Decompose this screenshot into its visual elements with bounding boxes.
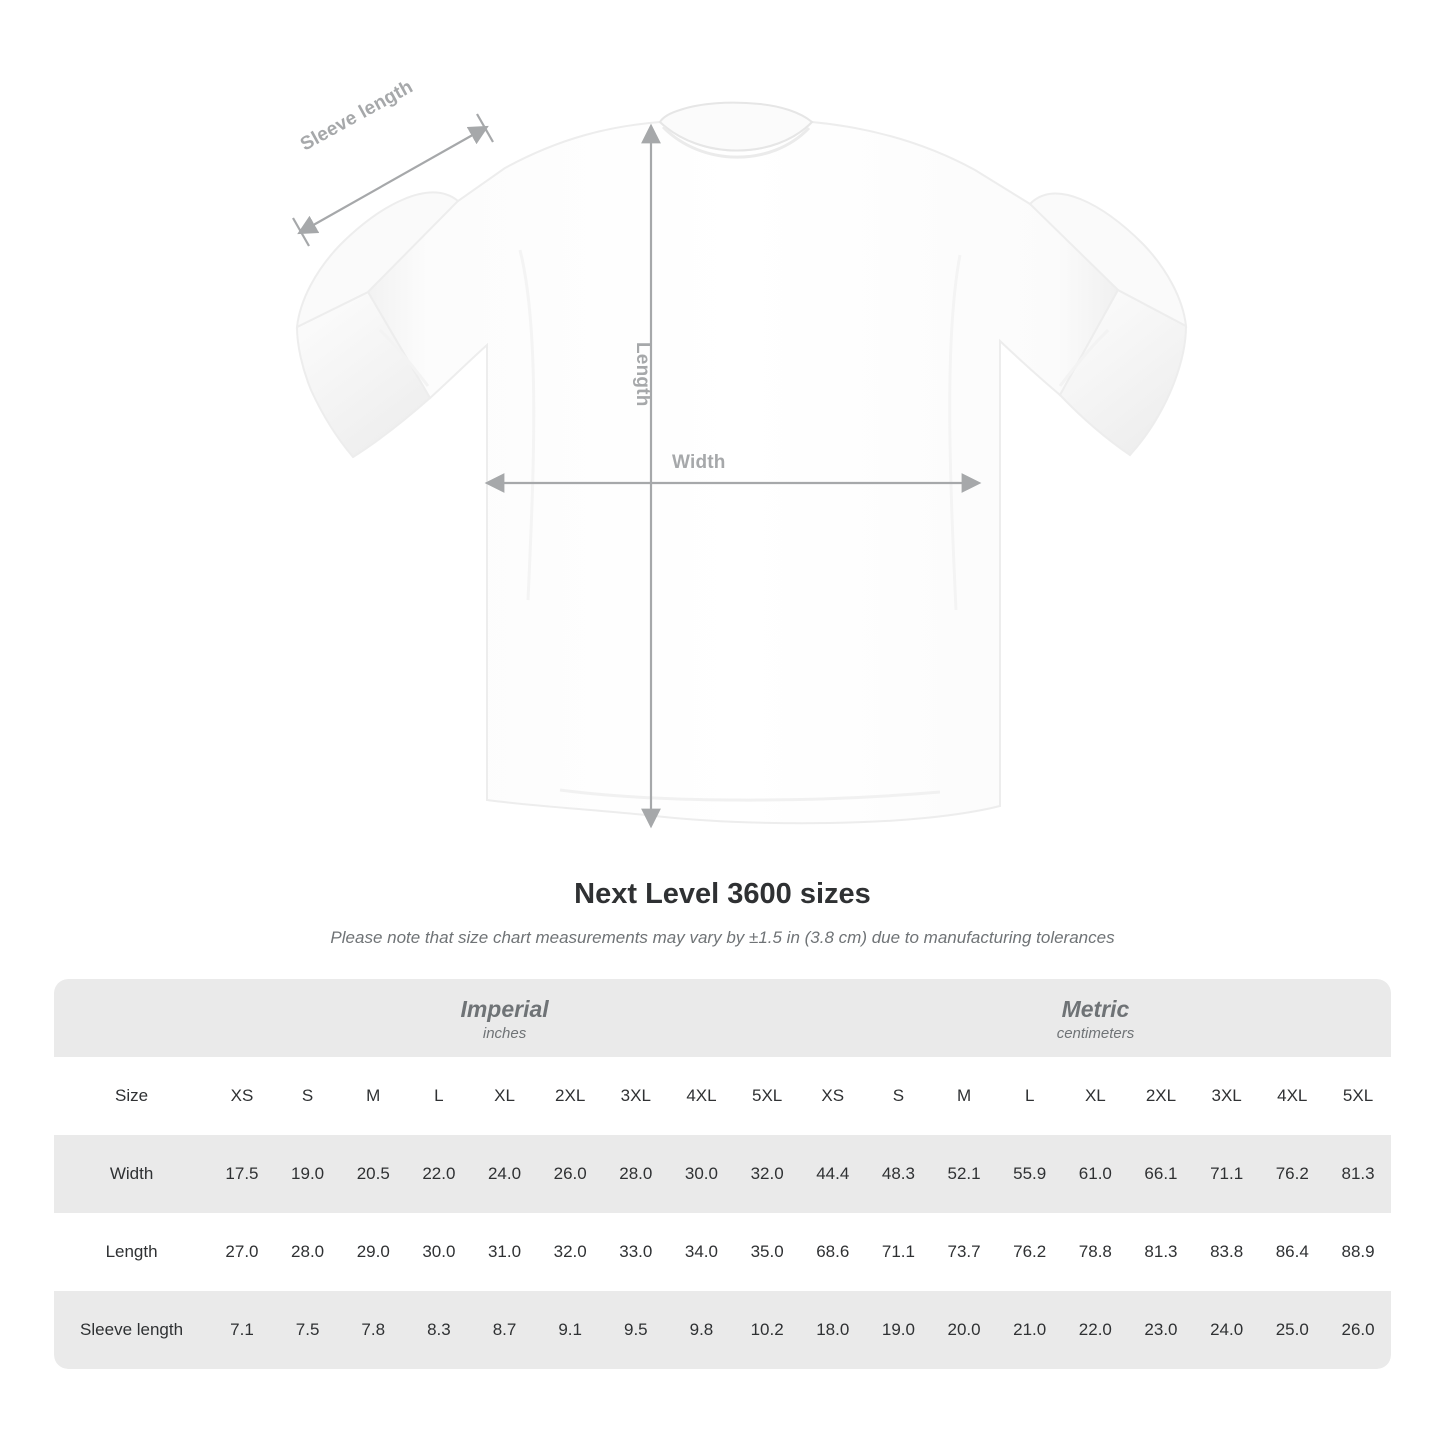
- cell-sleeve-imperial-l: 8.3: [427, 1320, 451, 1339]
- cell-length-metric-xl: 78.8: [1078, 1242, 1112, 1261]
- unit-group-imperial-unit: inches: [482, 1025, 527, 1043]
- unit-group-metric: [800, 979, 1391, 1057]
- cell-width-metric-xs: 44.4: [816, 1164, 850, 1183]
- cell-width-metric-s: 48.3: [881, 1164, 915, 1183]
- cell-sleeve-metric-xl: 22.0: [1078, 1320, 1112, 1339]
- unit-group-imperial-name: Imperial: [460, 995, 549, 1022]
- row-label-width: Width: [109, 1164, 154, 1183]
- cell-length-imperial-3xl: 33.0: [619, 1242, 653, 1261]
- size-header-label: Size: [115, 1086, 149, 1105]
- size-header-imperial-xl: XL: [494, 1086, 515, 1105]
- cell-width-metric-4xl: 76.2: [1275, 1164, 1309, 1183]
- cell-length-imperial-4xl: 34.0: [684, 1242, 718, 1261]
- cell-width-metric-m: 52.1: [947, 1164, 981, 1183]
- cell-width-metric-xl: 61.0: [1078, 1164, 1112, 1183]
- row-label-length: Length: [105, 1242, 158, 1261]
- size-header-imperial-l: L: [434, 1086, 444, 1105]
- cell-length-imperial-2xl: 32.0: [553, 1242, 587, 1261]
- size-header-metric-s: S: [892, 1086, 905, 1105]
- cell-width-imperial-xl: 24.0: [487, 1164, 522, 1183]
- page-title: Next Level 3600 sizes: [574, 878, 871, 910]
- cell-sleeve-metric-2xl: 23.0: [1144, 1320, 1178, 1339]
- cell-length-imperial-m: 29.0: [356, 1242, 390, 1261]
- unit-group-metric-unit: centimeters: [1056, 1025, 1135, 1043]
- cell-width-imperial-xs: 17.5: [225, 1164, 259, 1183]
- size-table: [54, 979, 1391, 1369]
- unit-group-metric-name: Metric: [1061, 995, 1130, 1022]
- cell-sleeve-metric-l: 21.0: [1013, 1320, 1047, 1339]
- width-label: Width: [672, 452, 726, 473]
- cell-width-imperial-m: 20.5: [356, 1164, 390, 1183]
- cell-sleeve-metric-m: 20.0: [947, 1320, 981, 1339]
- cell-width-imperial-2xl: 26.0: [553, 1164, 587, 1183]
- sleeve-length-label: Sleeve length: [297, 76, 417, 156]
- table-row: [54, 1291, 1391, 1369]
- row-label-sleeve-length: Sleeve length: [80, 1320, 184, 1339]
- cell-sleeve-imperial-2xl: 9.1: [558, 1320, 582, 1339]
- cell-width-imperial-l: 22.0: [422, 1164, 456, 1183]
- cell-width-imperial-5xl: 32.0: [750, 1164, 784, 1183]
- cell-width-metric-3xl: 71.1: [1210, 1164, 1244, 1183]
- size-header-imperial-m: M: [366, 1086, 381, 1105]
- cell-length-imperial-xl: 31.0: [487, 1242, 522, 1261]
- cell-sleeve-imperial-m: 7.8: [361, 1320, 386, 1339]
- cell-length-metric-m: 73.7: [947, 1242, 981, 1261]
- cell-length-metric-2xl: 81.3: [1144, 1242, 1178, 1261]
- unit-group-row: [54, 979, 1391, 1057]
- cell-length-metric-xs: 68.6: [816, 1242, 850, 1261]
- cell-length-imperial-xs: 27.0: [225, 1242, 259, 1261]
- cell-sleeve-metric-s: 19.0: [881, 1320, 915, 1339]
- size-header-metric-l: L: [1024, 1086, 1035, 1105]
- cell-sleeve-metric-xs: 18.0: [816, 1320, 850, 1339]
- cell-sleeve-imperial-5xl: 10.2: [750, 1320, 784, 1339]
- size-header-metric-xl: XL: [1084, 1086, 1106, 1105]
- cell-sleeve-metric-3xl: 24.0: [1210, 1320, 1244, 1339]
- cell-length-metric-3xl: 83.8: [1210, 1242, 1244, 1261]
- cell-length-metric-s: 71.1: [881, 1242, 915, 1261]
- cell-width-imperial-3xl: 28.0: [619, 1164, 653, 1183]
- cell-sleeve-imperial-3xl: 9.5: [623, 1320, 648, 1339]
- length-label: Length: [632, 342, 653, 407]
- table-row: [54, 1213, 1391, 1291]
- size-header-imperial-s: S: [301, 1086, 314, 1105]
- cell-width-imperial-s: 19.0: [291, 1164, 325, 1183]
- size-header-imperial-5xl: 5XL: [751, 1086, 783, 1105]
- cell-sleeve-imperial-xl: 8.7: [492, 1320, 517, 1339]
- size-header-metric-2xl: 2XL: [1145, 1086, 1177, 1105]
- size-header-metric-5xl: 5XL: [1342, 1086, 1374, 1105]
- cell-sleeve-imperial-s: 7.5: [295, 1320, 320, 1339]
- cell-sleeve-metric-4xl: 25.0: [1275, 1320, 1309, 1339]
- cell-length-metric-4xl: 86.4: [1275, 1242, 1309, 1261]
- size-header-metric-3xl: 3XL: [1211, 1086, 1242, 1105]
- size-header-row: [54, 1057, 1391, 1135]
- size-header-imperial-3xl: 3XL: [620, 1086, 651, 1105]
- cell-sleeve-metric-5xl: 26.0: [1341, 1320, 1375, 1339]
- size-header-metric-xs: XS: [821, 1086, 845, 1105]
- unit-group-spacer: [54, 979, 209, 1057]
- cell-width-metric-5xl: 81.3: [1341, 1164, 1375, 1183]
- cell-sleeve-imperial-4xl: 9.8: [689, 1320, 714, 1339]
- size-header-imperial-2xl: 2XL: [555, 1086, 586, 1105]
- size-table-wrapper: [54, 979, 1391, 1369]
- cell-sleeve-imperial-xs: 7.1: [230, 1320, 254, 1339]
- size-header-metric-4xl: 4XL: [1277, 1086, 1308, 1105]
- cell-width-metric-l: 55.9: [1013, 1164, 1047, 1183]
- size-header-imperial-xs: XS: [230, 1086, 254, 1105]
- cell-width-imperial-4xl: 30.0: [684, 1164, 718, 1183]
- cell-length-imperial-l: 30.0: [422, 1242, 456, 1261]
- cell-length-imperial-5xl: 35.0: [750, 1242, 784, 1261]
- cell-length-imperial-s: 28.0: [291, 1242, 325, 1261]
- cell-width-metric-2xl: 66.1: [1144, 1164, 1178, 1183]
- tolerance-note: Please note that size chart measurements may vary by ±1.5 in (3.8 cm) due to manufacturing tolerances: [330, 928, 1115, 947]
- size-header-imperial-4xl: 4XL: [686, 1086, 717, 1105]
- table-row: [54, 1135, 1391, 1213]
- size-header-metric-m: M: [956, 1086, 972, 1105]
- cell-length-metric-l: 76.2: [1013, 1242, 1047, 1261]
- cell-length-metric-5xl: 88.9: [1341, 1242, 1375, 1261]
- unit-group-imperial: [209, 979, 800, 1057]
